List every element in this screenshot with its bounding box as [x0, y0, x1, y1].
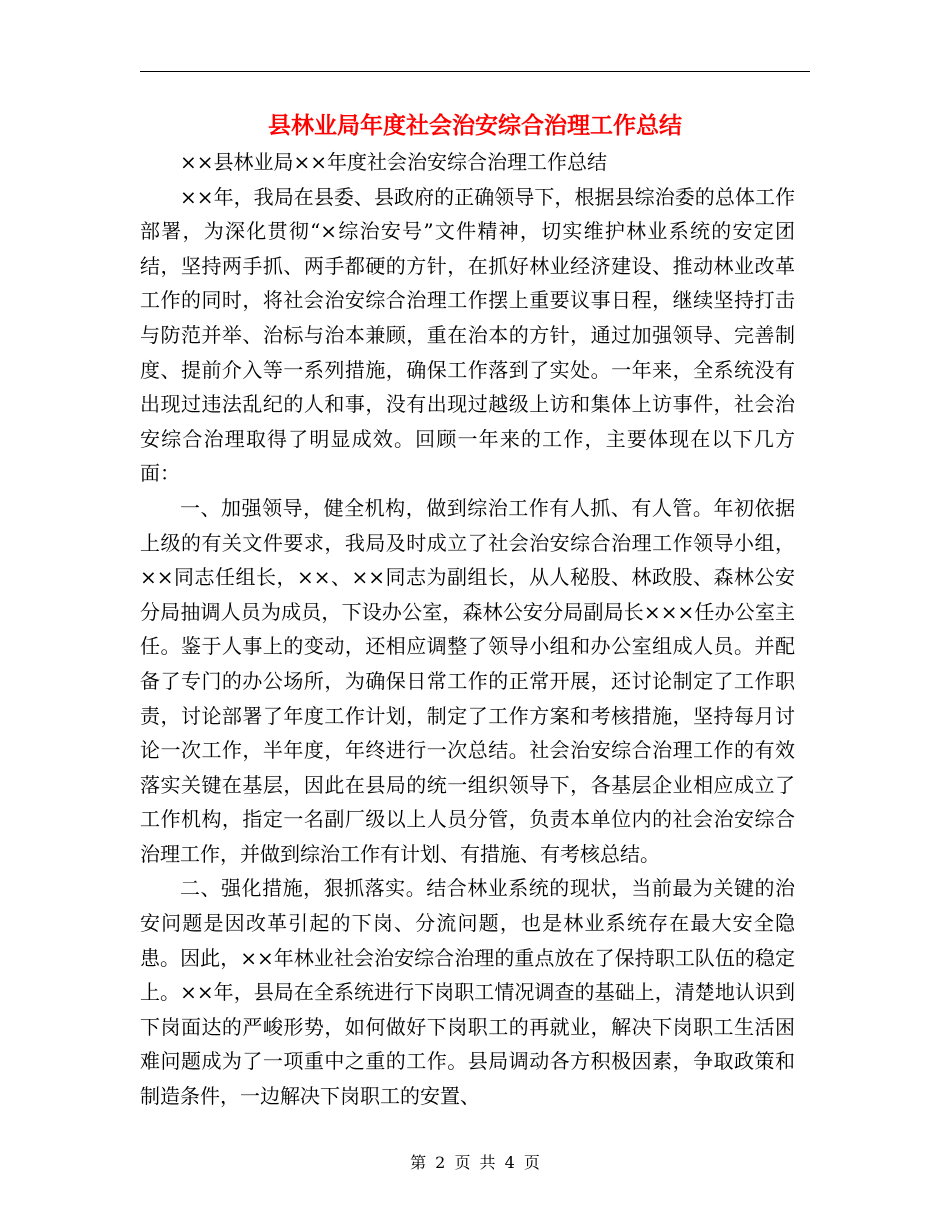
document-body: [140, 145, 795, 1114]
document-title: 县林业局年度社会治安综合治理工作总结: [268, 112, 682, 139]
body-paragraph-section-1: 一、加强领导，健全机构，做到综治工作有人抓、有人管。年初依据上级的有关文件要求，我局及时成立了社会治安综合治理工作领导小组，××同志任组长，××、××同志为副组长，从人秘股、林政股、森林公安分局抽调人员为成员，下设办公室，森林公安分局副局长×××任办公室主任。鉴于人事上的变动，还相应调整了领导小组和办公室组成人员。并配备了专门的办公场所，为确保日常工作的正常开展，还讨论制定了工作职责，讨论部署了年度工作计划，制定了工作方案和考核措施，坚持每月讨论一次工作，半年度，年终进行一次总结。社会治安综合治理工作的有效落实关键在基层，因此在县局的统一组织领导下，各基层企业相应成立了工作机构，指定一名副厂级以上人员分管，负责本单位内的社会治安综合治理工作，并做到综治工作有计划、有措施、有考核总结。: [140, 495, 795, 866]
page-number-footer: 第 2 页 共 4 页: [410, 1153, 540, 1172]
body-paragraph-section-2: 二、强化措施，狠抓落实。结合林业系统的现状，当前最为关键的治安问题是因改革引起的下岗、分流问题，也是林业系统存在最大安全隐患。因此，××年林业社会治安综合治理的重点放在了保持职工队伍的稳定上。××年，县局在全系统进行下岗职工情况调查的基础上，清楚地认识到下岗面达的严峻形势，如何做好下岗职工的再就业，解决下岗职工生活困难问题成为了一项重中之重的工作。县局调动各方积极因素，争取政策和制造条件，一边解决下岗职工的安置、: [140, 876, 795, 1109]
header-rule: [140, 71, 810, 72]
body-paragraph-intro: ××年，我局在县委、县政府的正确领导下，根据县综治委的总体工作部署，为深化贯彻“×综治安号”文件精神，切实维护林业系统的安定团结，坚持两手抓、两手都硬的方针，在抓好林业经济建设、推动林业改革工作的同时，将社会治安综合治理工作摆上重要议事日程，继续坚持打击与防范并举、治标与治本兼顾，重在治本的方针，通过加强领导、完善制度、提前介入等一系列措施，确保工作落到了实处。一年来，全系统没有出现过违法乱纪的人和事，没有出现过越级上访和集体上访事件，社会治安综合治理取得了明显成效。回顾一年来的工作，主要体现在以下几方面：: [140, 184, 795, 486]
body-paragraph-subtitle: ××县林业局××年度社会治安综合治理工作总结: [180, 150, 608, 174]
